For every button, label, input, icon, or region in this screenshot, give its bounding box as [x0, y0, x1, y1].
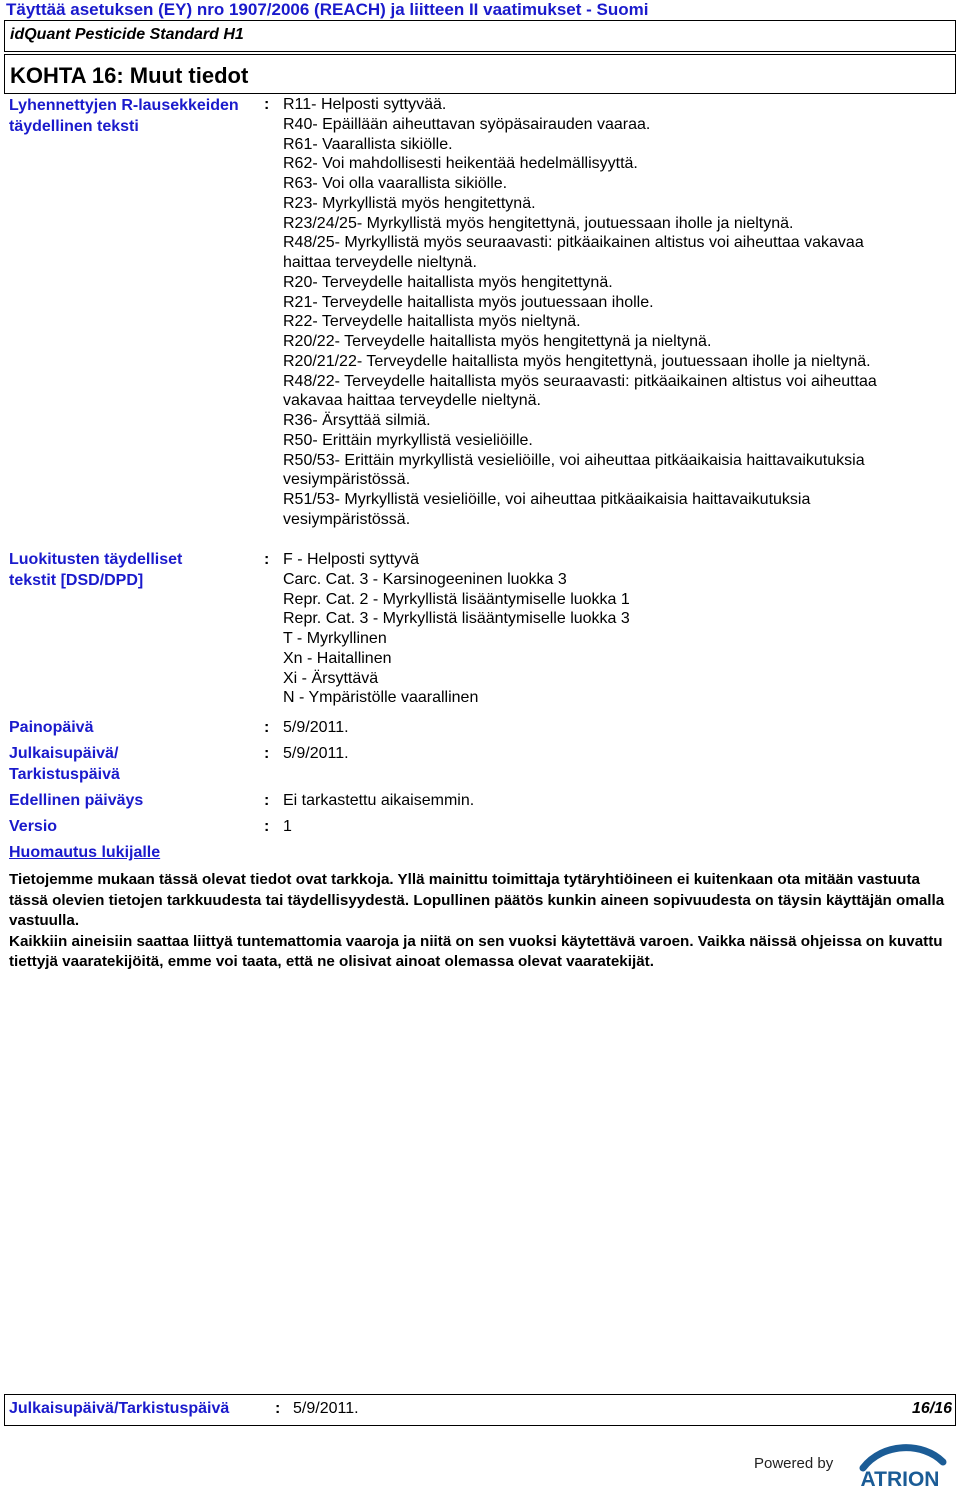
classification-line: N - Ympäristölle vaarallinen [283, 689, 479, 707]
r-phrase-line: R63- Voi olla vaarallista sikiölle. [283, 175, 508, 192]
r-phrase-line: vesiympäristössä. [283, 510, 411, 528]
issue-date-colon: : [264, 745, 270, 762]
previous-date-colon: : [264, 792, 270, 809]
classification-line: F - Helposti syttyvä [283, 551, 420, 568]
r-phrase-line: R50- Erittäin myrkyllistä vesieliöille. [283, 431, 533, 449]
r-phrases-colon: : [264, 96, 270, 113]
reader-notice-label: Huomautus lukijalle [9, 844, 161, 861]
section-title: KOHTA 16: Muut tiedot [10, 63, 249, 88]
r-phrase-line: R23- Myrkyllistä myös hengitettynä. [283, 194, 536, 212]
reader-notice-text [9, 870, 954, 973]
classification-line: Xi - Ärsyttävä [283, 669, 379, 687]
classifications-label: Luokitusten täydelliset tekstit [DSD/DPD] [9, 551, 183, 589]
product-name-bar [4, 20, 956, 52]
footer-colon: : [275, 1400, 281, 1417]
version-label: Versio [9, 818, 58, 835]
r-phrase-line: R21- Terveydelle haitallista myös joutuessaan iholle. [283, 293, 654, 311]
regulation-title: Täyttää asetuksen (EY) nro 1907/2006 (REACH) ja liitteen II vaatimukset - Suomi [6, 0, 649, 19]
atrion-logo-icon [843, 1440, 958, 1490]
footer-date-label: Julkaisupäivä/Tarkistuspäivä [9, 1400, 230, 1417]
print-date-label: Painopäivä [9, 719, 94, 736]
classification-line: Carc. Cat. 3 - Karsinogeeninen luokka 3 [283, 570, 567, 588]
classifications-list [283, 550, 630, 708]
logo-text: ATRION [860, 1468, 940, 1490]
r-phrase-line: R20/21/22- Terveydelle haitallista myös hengitettynä, joutuessaan iholle ja nieltynä. [283, 352, 871, 370]
version-value: 1 [283, 818, 292, 835]
issue-date-label: Julkaisupäivä/ Tarkistuspäivä [9, 745, 120, 783]
print-date-colon: : [264, 719, 270, 736]
powered-by-text: Powered by [754, 1455, 834, 1472]
footer-date: 5/9/2011. [293, 1400, 359, 1417]
r-phrase-line: R36- Ärsyttää silmiä. [283, 412, 431, 429]
classification-line: T - Myrkyllinen [283, 630, 387, 647]
r-phrase-line: R50/53- Erittäin myrkyllistä vesieliöille, voi aiheuttaa pitkäaikaisia haittavaikutuksia [283, 451, 865, 469]
r-phrase-line: R61- Vaarallista sikiölle. [283, 135, 453, 153]
product-name: idQuant Pesticide Standard H1 [10, 26, 244, 43]
section-header [4, 54, 956, 94]
r-phrase-line: R62- Voi mahdollisesti heikentää hedelmällisyyttä. [283, 155, 638, 173]
classification-line: Repr. Cat. 3 - Myrkyllistä lisääntymiselle luokka 3 [283, 610, 630, 628]
print-date-value: 5/9/2011. [283, 719, 349, 736]
previous-date-label: Edellinen päiväys [9, 792, 144, 809]
r-phrases-list [283, 95, 877, 530]
r-phrase-line: haittaa terveydelle nieltynä. [283, 254, 477, 271]
classification-line: Xn - Haitallinen [283, 649, 392, 667]
issue-date-value: 5/9/2011. [283, 745, 349, 762]
r-phrase-line: vesiympäristössä. [283, 471, 411, 489]
r-phrase-line: R11- Helposti syttyvää. [283, 96, 447, 113]
r-phrase-line: R48/22- Terveydelle haitallista myös seuraavasti: pitkäaikainen altistus voi aiheuttaa [283, 372, 877, 390]
r-phrase-line: R40- Epäillään aiheuttavan syöpäsairauden vaaraa. [283, 115, 651, 133]
r-phrase-line: R23/24/25- Myrkyllistä myös hengitettynä, joutuessaan iholle ja nieltynä. [283, 214, 794, 232]
page-number: 16/16 [911, 1400, 952, 1417]
r-phrase-line: vakavaa haittaa terveydelle nieltynä. [283, 392, 541, 410]
r-phrase-line: R51/53- Myrkyllistä vesieliöille, voi aiheuttaa pitkäaikaisia haittavaikutuksia [283, 491, 811, 508]
r-phrase-line: R22- Terveydelle haitallista myös nieltynä. [283, 313, 581, 331]
previous-date-value: Ei tarkastettu aikaisemmin. [283, 792, 475, 809]
r-phrase-line: R20/22- Terveydelle haitallista myös hengitettynä ja nieltynä. [283, 333, 712, 350]
r-phrase-line: R48/25- Myrkyllistä myös seuraavasti: pitkäaikainen altistus voi aiheuttaa vakavaa [283, 234, 864, 252]
version-colon: : [264, 818, 270, 835]
classification-line: Repr. Cat. 2 - Myrkyllistä lisääntymiselle luokka 1 [283, 590, 630, 608]
classifications-colon: : [264, 551, 270, 568]
notice-paragraph-2: Kaikkiin aineisiin saattaa liittyä tuntemattomia vaaroja ja niitä on sen vuoksi käytettävä varoen. Vaikka näissä ohjeissa on kuvattu tiettyjä vaaratekijöitä, emme voi taata, että ne olisivat ainoat olemassa olevat vaaratekijät. [9, 932, 943, 970]
r-phrase-line: R20- Terveydelle haitallista myös hengitettynä. [283, 273, 613, 291]
notice-paragraph-1: Tietojemme mukaan tässä olevat tiedot ovat tarkkoja. Yllä mainittu toimittaja tytäryhtiöineen ei kuitenkaan ota mitään vastuuta tässä olevien tietojen tarkkuudesta tai täydellisyydestä. Lopullinen päätös kunkin aineen sopivuudesta on täysin käyttäjän omalla vastuulla. [9, 871, 945, 929]
r-phrases-label: Lyhennettyjen R-lausekkeiden täydellinen teksti [9, 97, 239, 135]
